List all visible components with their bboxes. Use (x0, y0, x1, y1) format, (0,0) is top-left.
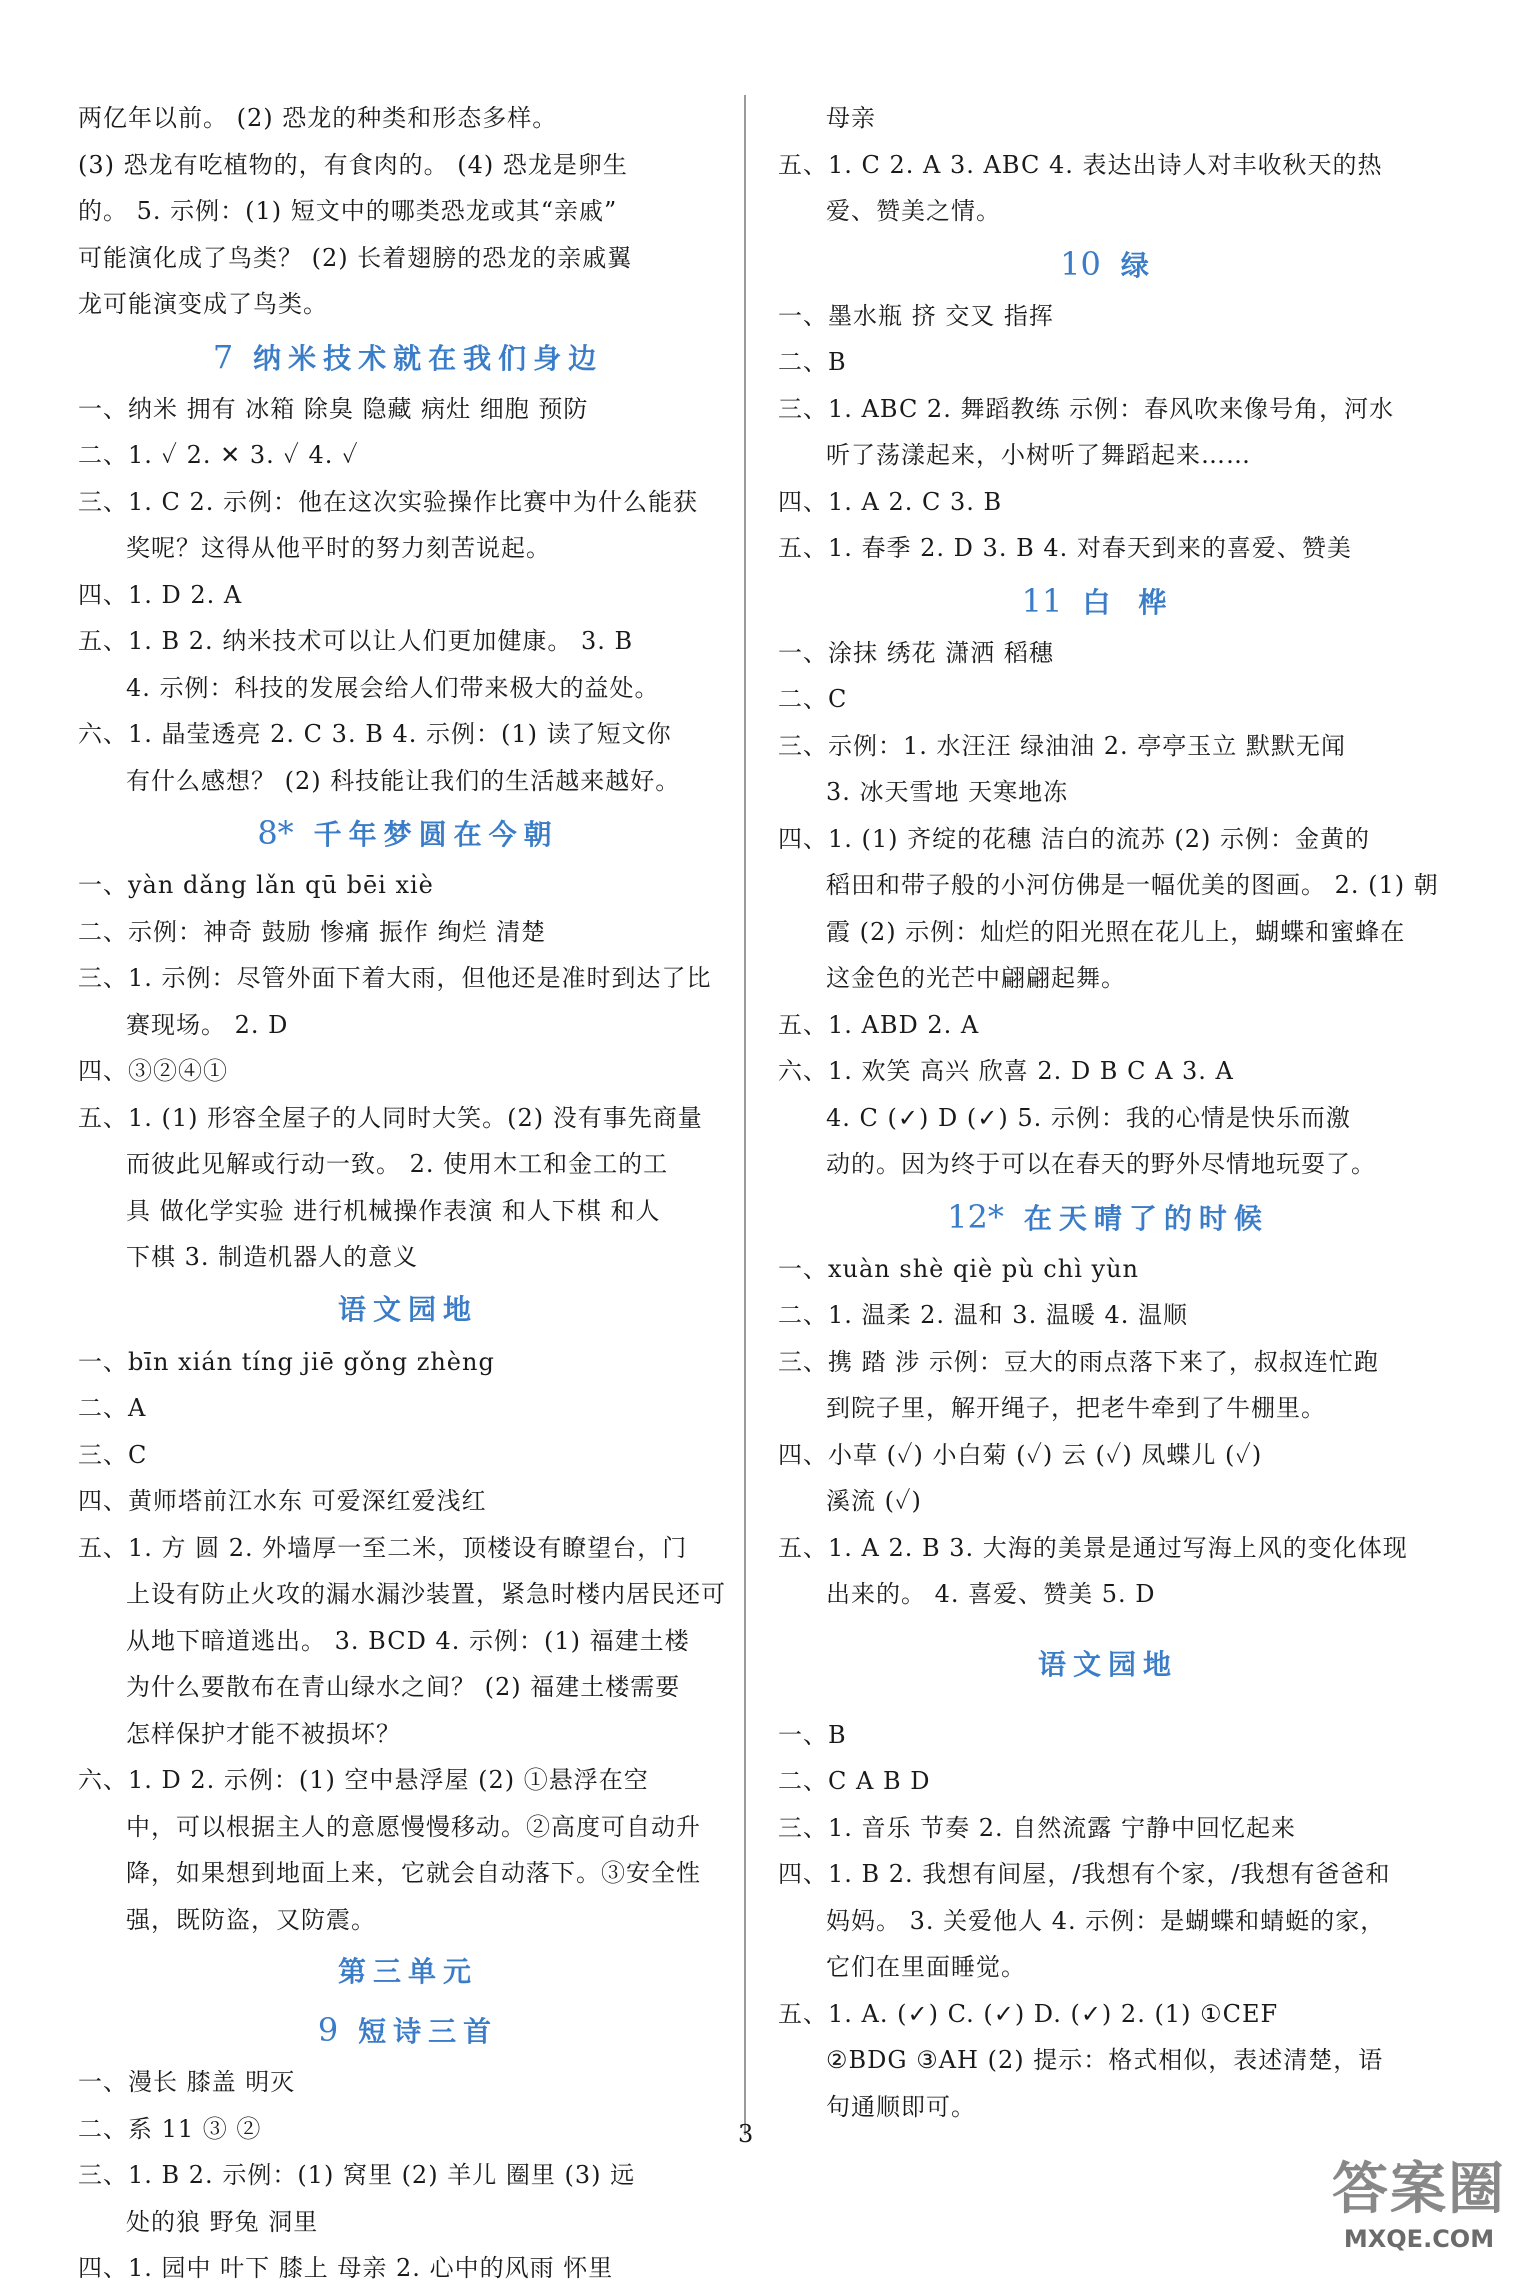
answer-line: 四、小草 (✓) 小白菊 (✓) 云 (✓) 凤蝶儿 (✓) (778, 1440, 1263, 1469)
answer-line: 四、1. B 2. 我想有间屋，/我想有个家，/我想有爸爸和 (778, 1860, 1391, 1888)
answer-line: 听了荡漾起来，小树听了舞蹈起来…… (826, 441, 1251, 469)
section-number: 10 (1060, 244, 1101, 283)
answer-line: 奖呢？这得从他平时的努力刻苦说起。 (126, 534, 551, 562)
spacer (778, 1694, 1438, 1712)
answer-line: 溪流 (✓) (826, 1487, 922, 1515)
page-number: 3 (738, 2120, 754, 2148)
section-title-text: 纳米技术就在我们身边 (253, 341, 604, 375)
answer-line: 的。 5. 示例：(1) 短文中的哪类恐龙或其“亲戚” (78, 197, 618, 225)
answer-line: 到院子里，解开绳子，把老牛牵到了牛棚里。 (826, 1394, 1326, 1422)
section-title (78, 328, 738, 386)
answer-line: 3. 冰天雪地 天寒地冻 (826, 778, 1069, 806)
answer-line: 爱、赞美之情。 (826, 197, 1001, 225)
answer-line: 五、1. (1) 形容全屋子的人同时大笑。(2) 没有事先商量 (78, 1103, 703, 1132)
answer-line: 六、1. D 2. 示例：(1) 空中悬浮屋 (2) ①悬浮在空 (78, 1766, 649, 1794)
answer-line: 四、1. 园中 叶下 膝上 母亲 2. 心中的风雨 怀里 (78, 2254, 614, 2282)
answer-line: 四、1. D 2. A (78, 580, 243, 609)
left-column (78, 95, 738, 2292)
answer-line: 四、黄师塔前江水东 可爱深红爱浅红 (78, 1487, 487, 1515)
answer-line: 三、示例：1. 水汪汪 绿油油 2. 亭亭玉立 默默无闻 (778, 731, 1346, 760)
answer-line: 三、携 踏 涉 示例：豆大的雨点落下来了，叔叔连忙跑 (778, 1347, 1379, 1376)
answer-line: 动的。因为终于可以在春天的野外尽情地玩耍了。 (826, 1150, 1376, 1178)
answer-line: 四、1. (1) 齐绽的花穗 洁白的流苏 (2) 示例：金黄的 (778, 824, 1371, 853)
answer-line: 二、1. ✓ 2. ✕ 3. ✓ 4. ✓ (78, 441, 359, 469)
section-title-text: 在天晴了的时候 (1023, 1201, 1269, 1235)
answer-line: 稻田和带子般的小河仿佛是一幅优美的图画。 2. (1) 朝 (826, 871, 1439, 899)
section-title-text: 语文园地 (1037, 1647, 1178, 1681)
answer-line: 这金色的光芒中翩翩起舞。 (826, 964, 1126, 992)
answer-line: 三、1. C 2. 示例：他在这次实验操作比赛中为什么能获 (78, 487, 699, 516)
right-column (778, 95, 1438, 2130)
watermark-logo (1332, 2145, 1506, 2253)
section-title (778, 235, 1438, 293)
answer-line: 二、系 11 ③ ② (78, 2114, 262, 2143)
section-number: 9 (317, 2011, 339, 2049)
answer-line: 处的狼 野兔 洞里 (126, 2207, 319, 2236)
answer-line: 4. 示例：科技的发展会给人们带来极大的益处。 (126, 673, 660, 702)
answer-line: 二、示例：神奇 鼓励 惨痛 振作 绚烂 清楚 (78, 917, 547, 946)
section-title (778, 1188, 1438, 1246)
answer-line: 龙可能演变成了鸟类。 (78, 290, 328, 318)
section-title (78, 2001, 738, 2059)
section-title (78, 804, 738, 862)
section-title (78, 1281, 738, 1339)
section-number: 7 (212, 337, 234, 376)
answer-line: 三、1. ABC 2. 舞蹈教练 示例：春风吹来像号角，河水 (778, 394, 1395, 423)
answer-line: 二、A (78, 1394, 147, 1422)
answer-line: 一、墨水瓶 挤 交叉 指挥 (778, 301, 1054, 330)
answer-line: 二、C (778, 685, 848, 713)
answer-line: 两亿年以前。 (2) 恐龙的种类和形态多样。 (78, 104, 558, 132)
answer-line: 一、yàn dǎng lǎn qū bēi xiè (78, 871, 434, 899)
answer-line: 三、1. 示例：尽管外面下着大雨，但他还是准时到达了比 (78, 964, 712, 992)
answer-line: 中，可以根据主人的意愿慢慢移动。②高度可自动升 (126, 1812, 701, 1841)
watermark-top: 答案圈 (1332, 2157, 1506, 2222)
section-title-text: 绿 (1120, 248, 1156, 282)
answer-line: 句通顺即可。 (826, 2092, 976, 2121)
answer-line: 五、1. ABD 2. A (778, 1010, 980, 1039)
answer-line: 一、xuàn shè qiè pù chì yùn (778, 1254, 1139, 1283)
section-title-text: 短诗三首 (358, 2015, 499, 2048)
answer-line: 霞 (2) 示例：灿烂的阳光照在花儿上，蝴蝶和蜜蜂在 (826, 917, 1406, 946)
section-title-text: 语文园地 (337, 1292, 478, 1326)
answer-line: 降，如果想到地面上来，它就会自动落下。③安全性 (126, 1859, 701, 1887)
section-title-text: 白桦 (1082, 585, 1195, 619)
section-title-text: 千年梦圆在今朝 (313, 818, 559, 851)
answer-line: 二、B (778, 348, 847, 376)
answer-line: 而彼此见解或行动一致。 2. 使用木工和金工的工 (126, 1150, 669, 1178)
answer-line: 怎样保护才能不被损坏？ (126, 1719, 401, 1748)
answer-line: 五、1. A. (✓) C. (✓) D. (✓) 2. (1) ①CEF (778, 1999, 1279, 2028)
spacer (778, 1618, 1438, 1636)
answer-line: 妈妈。 3. 关爱他人 4. 示例：是蝴蝶和蜻蜓的家， (826, 1906, 1386, 1935)
answer-line: 一、涂抹 绣花 潇洒 稻穗 (778, 638, 1054, 667)
column-divider (744, 95, 746, 2135)
answer-line: 四、③②④① (78, 1057, 228, 1085)
answer-line: 它们在里面睡觉。 (826, 1953, 1026, 1981)
answer-line: 一、纳米 拥有 冰箱 除臭 隐藏 病灶 细胞 预防 (78, 394, 589, 423)
answer-line: 五、1. B 2. 纳米技术可以让人们更加健康。 3. B (78, 627, 634, 655)
answer-line: 强，既防盗，又防震。 (126, 1905, 376, 1934)
answer-line: 有什么感想？ (2) 科技能让我们的生活越来越好。 (126, 766, 681, 795)
answer-line: 五、1. C 2. A 3. ABC 4. 表达出诗人对丰收秋天的热 (778, 150, 1383, 179)
section-number: 8* (257, 814, 294, 852)
answer-line: 上设有防止火攻的漏水漏沙装置，紧急时楼内居民还可 (126, 1580, 726, 1608)
section-title (778, 572, 1438, 630)
section-number: 12* (947, 1197, 1004, 1236)
answer-line: 可能演化成了鸟类？ (2) 长着翅膀的恐龙的亲戚翼 (78, 243, 633, 272)
section-number: 11 (1021, 581, 1063, 620)
answer-line: 一、bīn xián tíng jiē gǒng zhèng (78, 1347, 495, 1376)
answer-line: 二、1. 温柔 2. 温和 3. 温暖 4. 温顺 (778, 1301, 1188, 1329)
answer-line: 二、C A B D (778, 1767, 931, 1795)
section-title (778, 1636, 1438, 1694)
answer-line: 赛现场。 2. D (126, 1010, 289, 1039)
answer-line: 为什么要散布在青山绿水之间？ (2) 福建土楼需要 (126, 1673, 681, 1701)
answer-line: 三、1. B 2. 示例：(1) 窝里 (2) 羊儿 圈里 (3) 远 (78, 2161, 636, 2189)
section-title (78, 1943, 738, 2001)
answer-line: 三、1. 音乐 节奏 2. 自然流露 宁静中回忆起来 (778, 1813, 1296, 1842)
answer-line: 下棋 3. 制造机器人的意义 (126, 1243, 419, 1271)
answer-line: 出来的。 4. 喜爱、赞美 5. D (826, 1580, 1156, 1608)
watermark-bottom: MXQE.COM (1343, 2225, 1495, 2253)
answer-line: ②BDG ③AH (2) 提示：格式相似，表述清楚，语 (826, 2046, 1384, 2074)
answer-line: 五、1. 方 圆 2. 外墙厚一至二米，顶楼设有瞭望台，门 (78, 1533, 688, 1562)
answer-line: 三、C (78, 1440, 148, 1469)
answer-line: (3) 恐龙有吃植物的，有食肉的。 (4) 恐龙是卵生 (78, 150, 628, 179)
answer-line: 具 做化学实验 进行机械操作表演 和人下棋 和人 (126, 1196, 661, 1225)
answer-line: 六、1. 晶莹透亮 2. C 3. B 4. 示例：(1) 读了短文你 (78, 720, 672, 748)
answer-line: 从地下暗道逃出。 3. BCD 4. 示例：(1) 福建土楼 (126, 1626, 690, 1655)
answer-line: 五、1. A 2. B 3. 大海的美景是通过写海上风的变化体现 (778, 1533, 1408, 1562)
answer-line: 六、1. 欢笑 高兴 欣喜 2. D B C A 3. A (778, 1057, 1234, 1085)
answer-line: 4. C (✓) D (✓) 5. 示例：我的心情是快乐而激 (826, 1103, 1351, 1132)
section-title-text: 第三单元 (337, 1955, 478, 1988)
answer-line: 一、B (778, 1720, 847, 1749)
answer-line: 五、1. 春季 2. D 3. B 4. 对春天到来的喜爱、赞美 (778, 534, 1352, 562)
answer-line: 四、1. A 2. C 3. B (778, 487, 1003, 516)
answer-line: 母亲 (826, 104, 876, 132)
answer-line: 一、漫长 膝盖 明灭 (78, 2068, 296, 2096)
